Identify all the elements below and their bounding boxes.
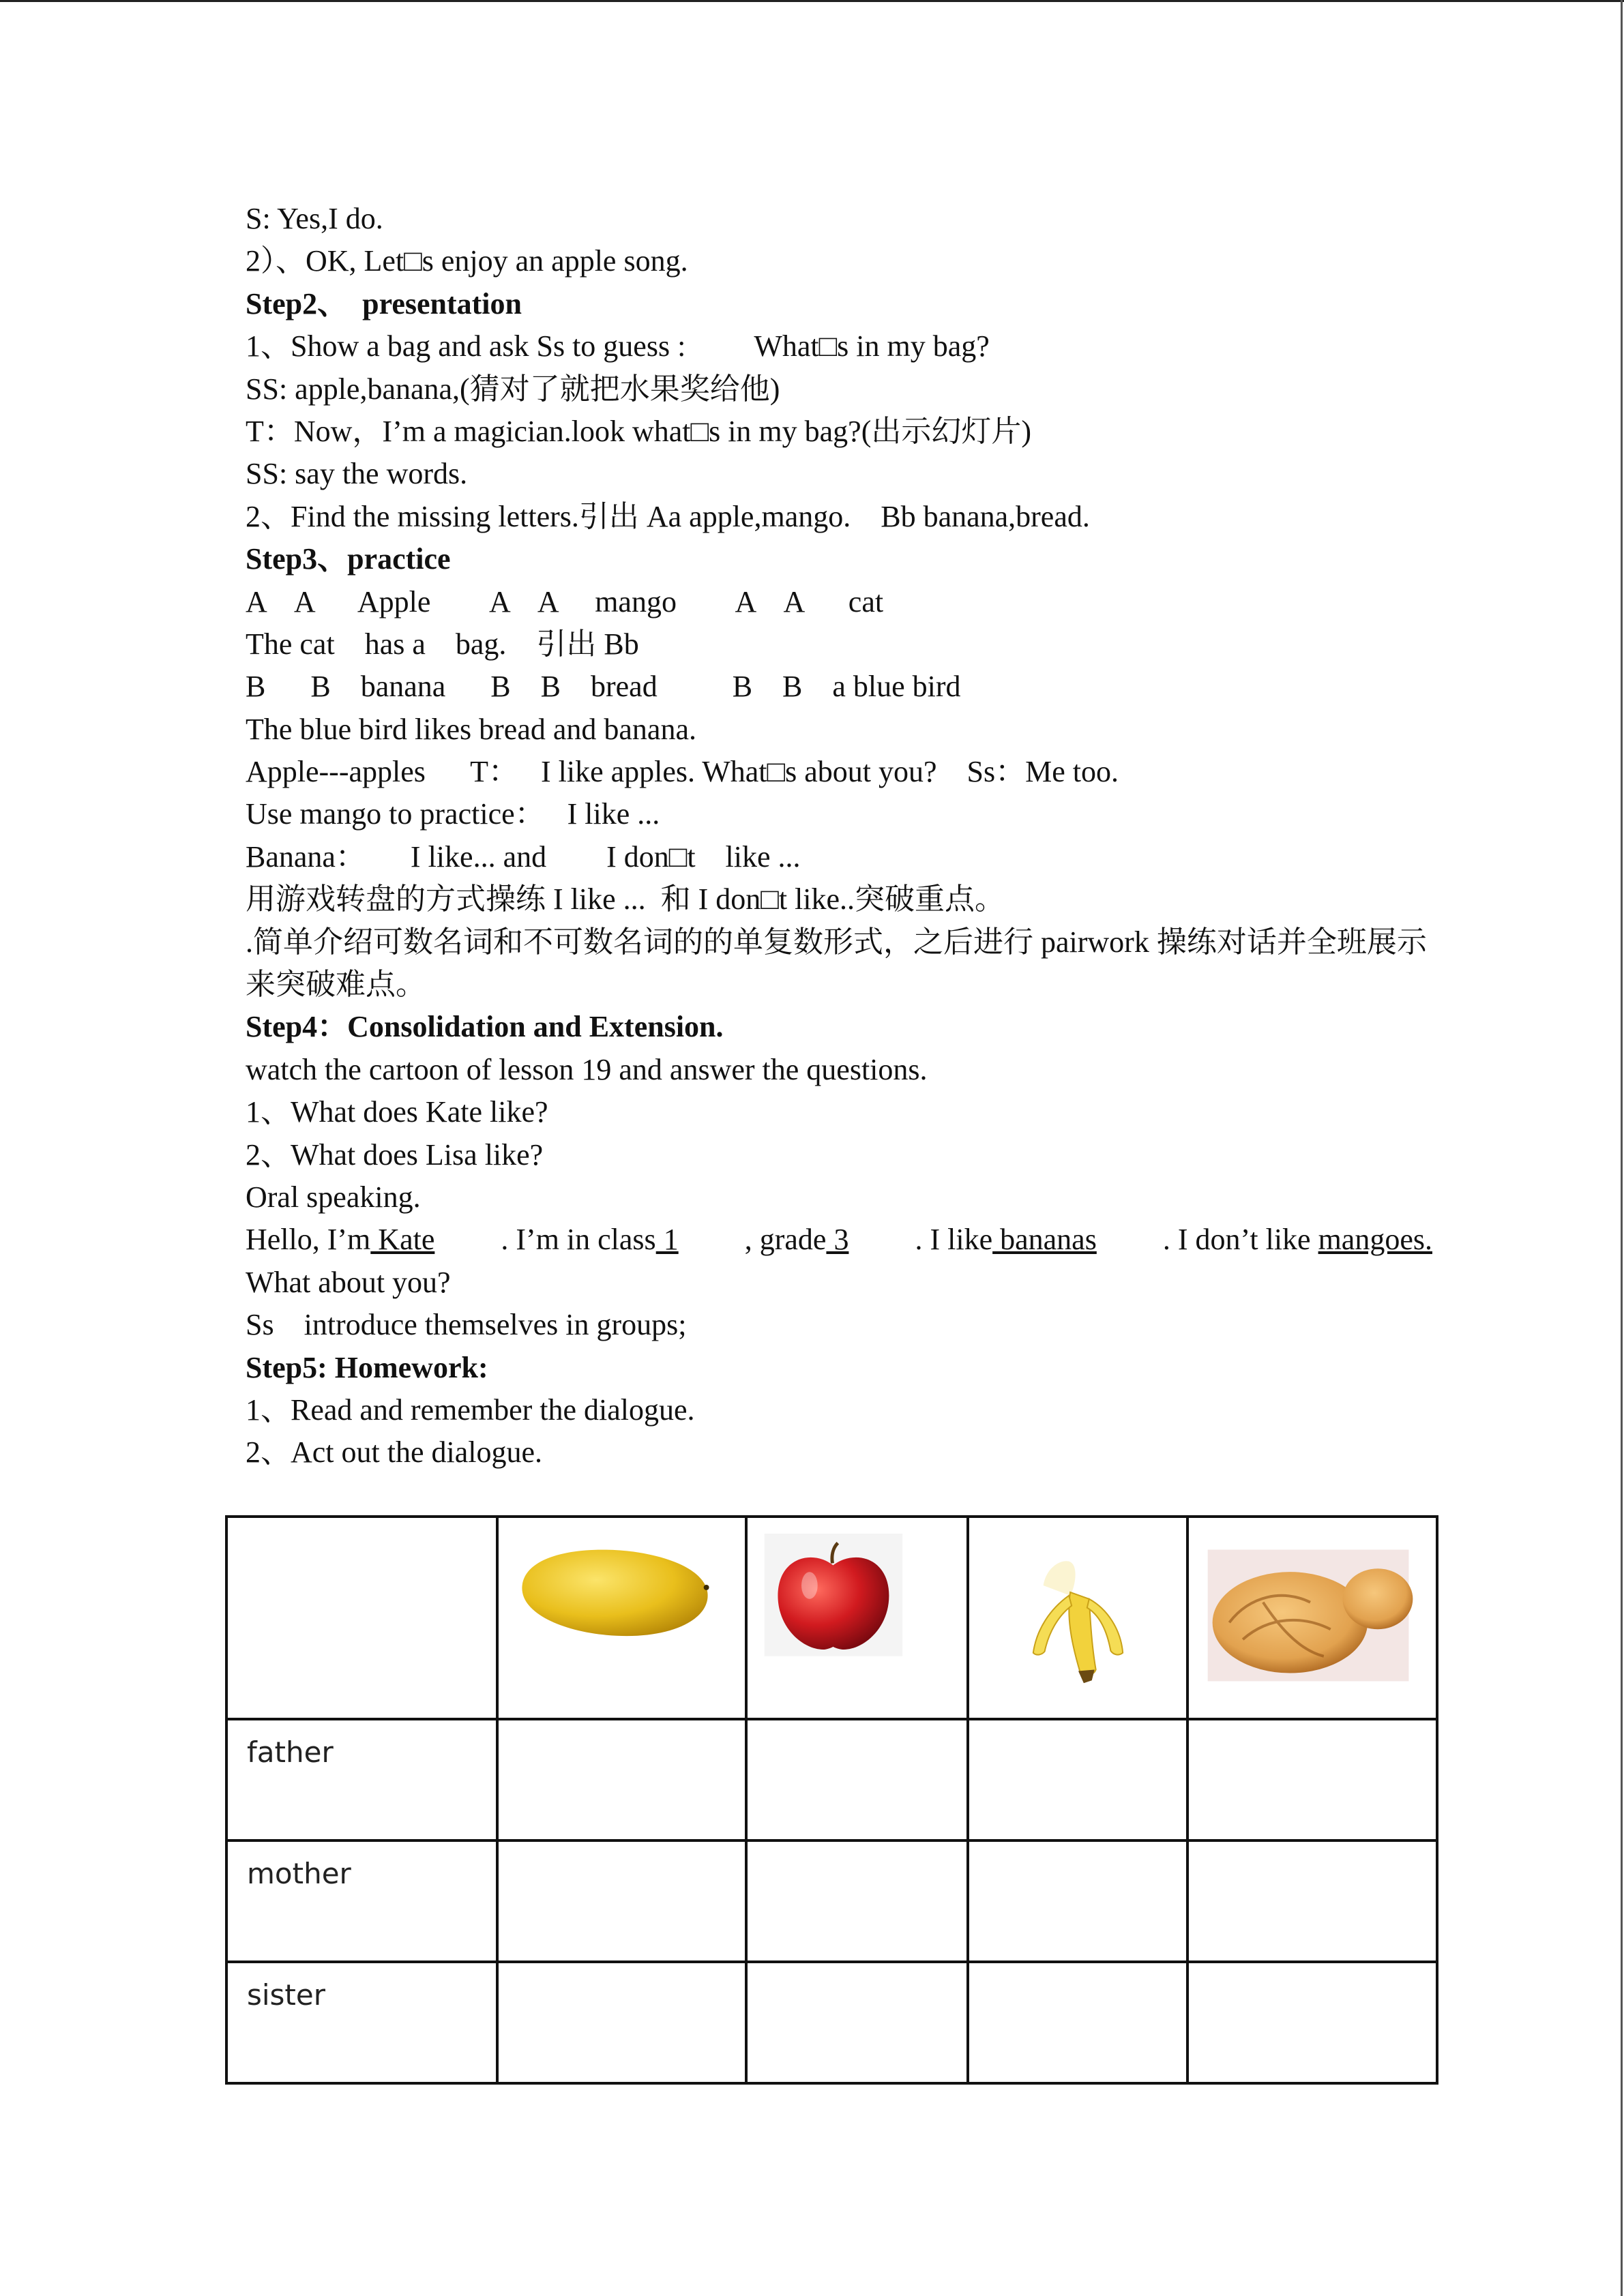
text-segment bbox=[915, 1219, 1096, 1261]
apple-image bbox=[748, 1518, 966, 1718]
text-line: Ss introduce themselves in groups; bbox=[246, 1308, 687, 1342]
page-top-border bbox=[0, 0, 1624, 2]
text-segment: , grade bbox=[744, 1223, 827, 1257]
apple-cell bbox=[746, 1517, 968, 1719]
table-cell bbox=[746, 1719, 968, 1840]
text-line: Banana： I like... and I don□t like ... bbox=[246, 839, 801, 874]
table-cell bbox=[1187, 1719, 1437, 1840]
text-line: A A Apple A A mango A A cat bbox=[246, 584, 884, 618]
mango-cell bbox=[497, 1517, 746, 1719]
text-line: 2、Act out the dialogue. bbox=[246, 1435, 543, 1470]
text-line: S: Yes,I do. bbox=[246, 202, 383, 235]
table-cell bbox=[746, 1962, 968, 2083]
row-label-cell bbox=[226, 1962, 497, 2083]
table-cell bbox=[497, 1962, 746, 2083]
text-segment: What□s in my bag? bbox=[754, 329, 990, 363]
page-right-border bbox=[1621, 0, 1623, 2296]
table-cell bbox=[1187, 1840, 1437, 1962]
row-label: father bbox=[247, 1735, 334, 1769]
table-cell bbox=[1187, 1962, 1437, 2083]
table-cell bbox=[968, 1840, 1187, 1962]
table-cell bbox=[497, 1840, 746, 1962]
text-line: 2、Find the missing letters.引出 Aa apple,mango. Bb banana,bread. bbox=[246, 499, 1090, 533]
blank-class: 1 bbox=[655, 1223, 679, 1257]
apple-icon bbox=[748, 1518, 966, 1718]
text-line: B B banana B B bread B B a blue bird bbox=[246, 670, 961, 704]
blank-like: bananas bbox=[992, 1223, 1097, 1257]
text-segment: Hello, I’m bbox=[246, 1223, 371, 1257]
blank-name: Kate bbox=[370, 1223, 435, 1257]
step4-heading: Step4：Consolidation and Extension. bbox=[246, 1010, 724, 1044]
text-line: 用游戏转盘的方式操练 I like ... 和 I don□t like..突破重点。 bbox=[246, 882, 1005, 916]
oral-speaking-sentence bbox=[246, 1219, 1432, 1261]
text-segment bbox=[1163, 1219, 1432, 1261]
mango-image bbox=[499, 1518, 745, 1718]
text-line: Use mango to practice： I like ... bbox=[246, 797, 660, 831]
row-label: sister bbox=[247, 1978, 326, 2012]
bread-icon bbox=[1189, 1518, 1436, 1718]
text-line: 2）、OK, Let□s enjoy an apple song. bbox=[246, 244, 688, 278]
row-label-cell bbox=[226, 1840, 497, 1962]
text-line: The blue bird likes bread and banana. bbox=[246, 712, 696, 746]
text-line: 1、What does Kate like? bbox=[246, 1095, 548, 1129]
table-cell bbox=[497, 1719, 746, 1840]
text-line: SS: say the words. bbox=[246, 457, 468, 491]
banana-cell bbox=[968, 1517, 1187, 1719]
text-line: watch the cartoon of lesson 19 and answer the questions. bbox=[246, 1052, 928, 1086]
bread-image bbox=[1189, 1518, 1436, 1718]
text-line: SS: apple,banana,(猜对了就把水果奖给他) bbox=[246, 372, 780, 406]
step2-heading: Step2、 presentation bbox=[246, 286, 522, 320]
blank-grade: 3 bbox=[826, 1223, 849, 1257]
banana-image bbox=[969, 1518, 1186, 1718]
step5-heading: Step5: Homework: bbox=[246, 1350, 488, 1384]
text-line: 1、Read and remember the dialogue. bbox=[246, 1392, 695, 1427]
text-segment: . I like bbox=[915, 1223, 993, 1257]
row-label: mother bbox=[247, 1856, 351, 1890]
row-label-cell bbox=[226, 1719, 497, 1840]
step3-heading: Step3、practice bbox=[246, 542, 451, 576]
table-cell bbox=[968, 1962, 1187, 2083]
table-header-row bbox=[226, 1517, 1437, 1719]
table-cell bbox=[746, 1840, 968, 1962]
text-line: T：Now，I’m a magician.look what□s in my bag?(出示幻灯片) bbox=[246, 414, 1032, 448]
blank-dislike: mangoes. bbox=[1318, 1223, 1432, 1257]
text-segment: . I don’t like bbox=[1162, 1223, 1318, 1257]
text-line: Apple---apples T： I like apples. What□s about you? Ss：Me too. bbox=[246, 755, 1119, 789]
table-row bbox=[226, 1840, 1437, 1962]
lesson-plan-text bbox=[246, 198, 1432, 1474]
text-segment: 1、Show a bag and ask Ss to guess : bbox=[246, 329, 686, 363]
table-row bbox=[226, 1719, 1437, 1840]
fruit-survey-table bbox=[225, 1515, 1438, 2085]
banana-icon bbox=[969, 1518, 1186, 1718]
text-line: What about you? bbox=[246, 1265, 451, 1299]
text-paragraph: .简单介绍可数名词和不可数名词的的单复数形式，之后进行 pairwork 操练对话并全班展示来突破难点。 bbox=[246, 925, 1427, 1002]
text-segment bbox=[745, 1219, 849, 1261]
table-corner-cell bbox=[226, 1517, 497, 1719]
text-line: The cat has a bag. 引出 Bb bbox=[246, 627, 639, 661]
table-cell bbox=[968, 1719, 1187, 1840]
table-row bbox=[226, 1962, 1437, 2083]
bread-cell bbox=[1187, 1517, 1437, 1719]
text-line bbox=[246, 325, 1432, 368]
text-line: 2、What does Lisa like? bbox=[246, 1137, 544, 1172]
text-segment bbox=[246, 1219, 434, 1261]
text-segment: . I’m in class bbox=[501, 1223, 656, 1257]
text-segment bbox=[501, 1219, 678, 1261]
text-line: Oral speaking. bbox=[246, 1180, 421, 1214]
mango-icon bbox=[499, 1518, 745, 1718]
